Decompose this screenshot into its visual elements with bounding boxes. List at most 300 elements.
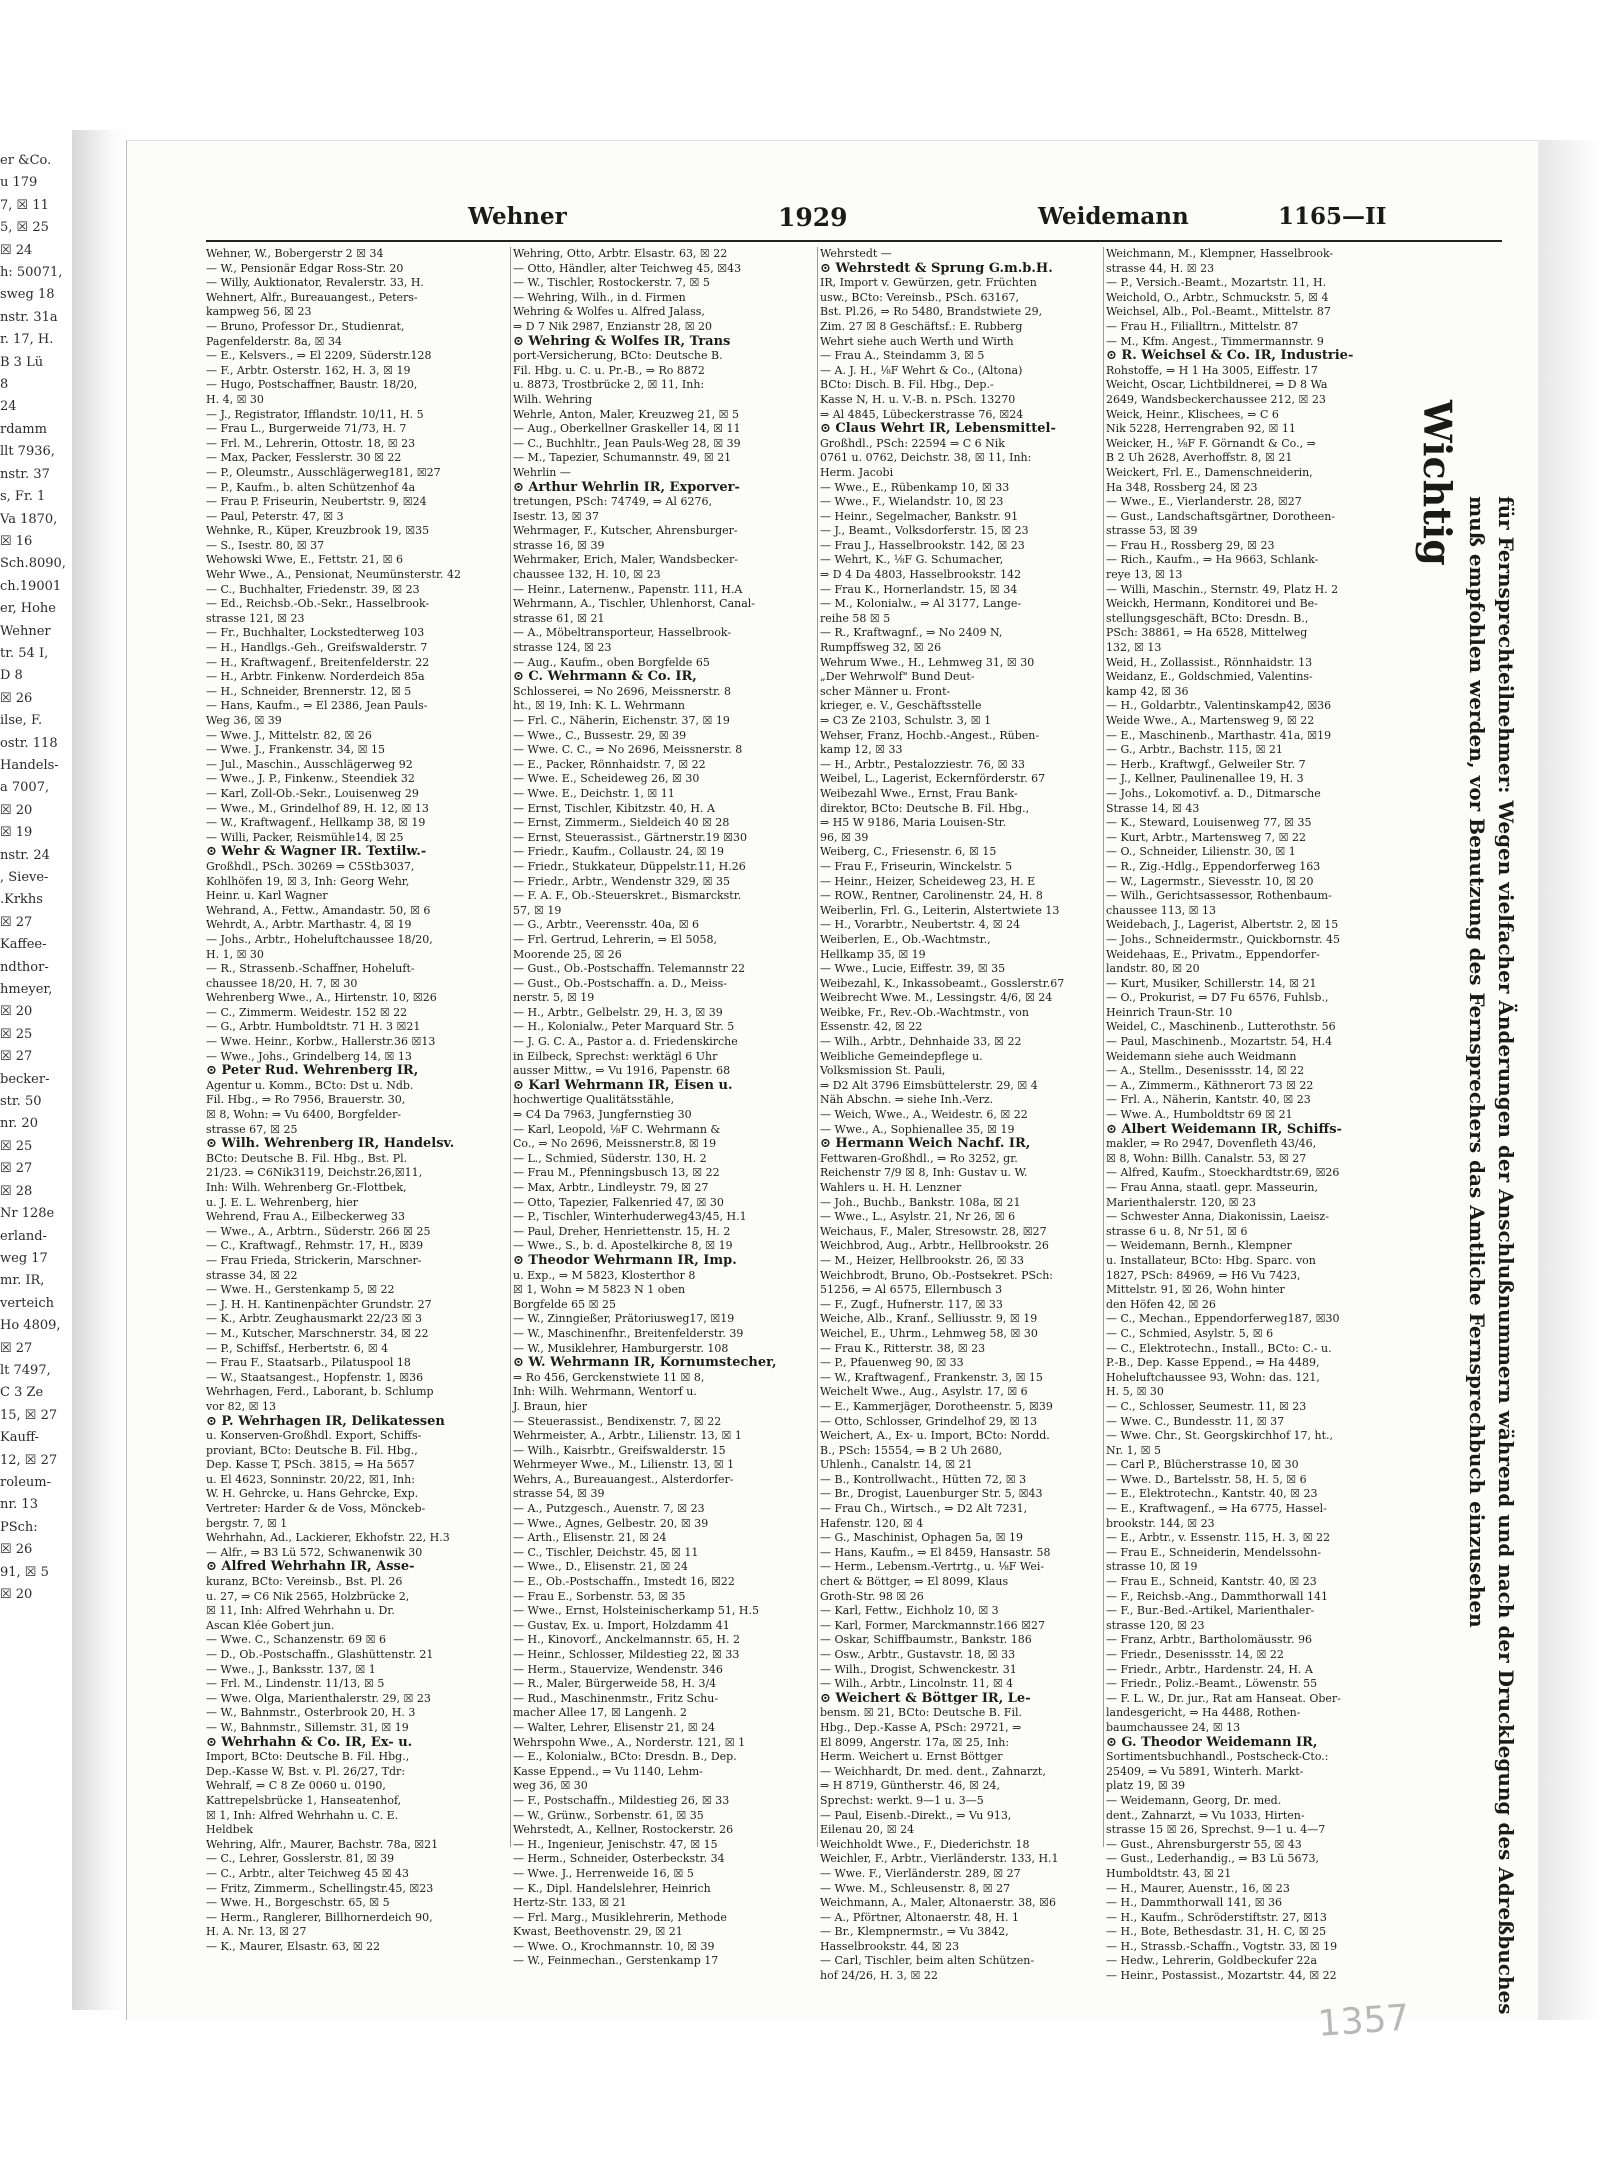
directory-entry: tretungen, PSch: 74749, ⇒ Al 6276, — [513, 495, 712, 509]
directory-entry: — Schwester Anna, Diakonissin, Laeisz- — [1106, 1210, 1329, 1224]
fragment-line: becker- — [0, 1071, 50, 1087]
directory-entry: W. H. Gehrcke, u. Hans Gehrcke, Exp. — [206, 1487, 419, 1501]
directory-entry: P.-B., Dep. Kasse Eppend., ⇒ Ha 4489, — [1106, 1356, 1320, 1370]
directory-entry: — Wwe. Heinr., Korbw., Hallerstr.36 ☒13 — [206, 1035, 436, 1049]
directory-entry: Weiberlin, Frl. G., Leiterin, Alstertwiete 13 — [820, 903, 1060, 917]
directory-entry: ⇒ H 8719, Güntherstr. 46, ☒ 24, — [820, 1779, 1000, 1793]
directory-entry: H. A. Nr. 13, ☒ 27 — [206, 1925, 307, 1939]
directory-entry: — F. A. F., Ob.-Steuerskret., Bismarckstr. — [513, 889, 742, 903]
directory-entry: Weicker, H., ⅛F F. Görnandt & Co., ⇒ — [1106, 436, 1316, 450]
directory-entry: — Gust., Ob.-Postschaffn. a. D., Meiss- — [513, 976, 727, 990]
directory-entry: u. 8873, Trostbrücke 2, ☒ 11, Inh: — [513, 378, 705, 392]
directory-entry: — Wwe. O., Krochmannstr. 10, ☒ 39 — [513, 1939, 715, 1953]
directory-entry: — Johs., Arbtr., Hoheluftchaussee 18/20, — [206, 932, 433, 946]
fragment-line: ☒ 25 — [0, 1138, 33, 1154]
directory-entry: — Osw., Arbtr., Gustavstr. 18, ☒ 33 — [820, 1648, 1016, 1661]
directory-entry: — Heinr., Schlosser, Mildestieg 22, ☒ 33 — [513, 1648, 740, 1661]
fragment-line: Wehner — [0, 623, 51, 639]
directory-entry: Großhdl., PSch. 30269 ⇒ C5Stb3037, — [206, 859, 415, 873]
directory-entry: ⇒ C4 Da 7963, Jungfernstieg 30 — [513, 1108, 692, 1122]
fragment-line: erland- — [0, 1228, 47, 1244]
directory-entry: — G., Arbtr., Veerensstr. 40a, ☒ 6 — [513, 918, 700, 932]
directory-entry: Weg 36, ☒ 39 — [206, 714, 282, 727]
head-left-keyword: Wehner — [468, 203, 567, 230]
directory-entry: — W., Feinmechan., Gerstenkamp 17 — [513, 1954, 719, 1968]
directory-entry: landstr. 80, ☒ 20 — [1106, 962, 1200, 976]
fragment-line: ndthor- — [0, 959, 49, 975]
directory-entry: in Eilbeck, Sprechst: werktägl 6 Uhr — [513, 1049, 718, 1063]
directory-entry: nerstr. 5, ☒ 19 — [513, 991, 595, 1005]
directory-entry: Wehrs, A., Bureauangest., Alsterdorfer- — [513, 1472, 734, 1486]
directory-entry: Mittelstr. 91, ☒ 26, Wohn hinter — [1106, 1283, 1285, 1297]
directory-entry: 1827, PSch: 84969, ⇒ H6 Vu 7423, — [1106, 1268, 1301, 1282]
fragment-line: PSch: — [0, 1519, 38, 1535]
directory-entry: strasse 15 ☒ 26, Sprechst. 9—1 u. 4—7 — [1106, 1823, 1326, 1837]
directory-entry: Weichbrod, Aug., Arbtr., Hellbrookstr. 26 — [820, 1239, 1049, 1253]
directory-entry: — Heinr., Postassist., Mozartstr. 44, ☒ 22 — [1106, 1969, 1337, 1983]
directory-entry: — G., Arbtr. Humboldtstr. 71 H. 3 ☒21 — [206, 1020, 421, 1034]
directory-entry: — G., Arbtr., Bachstr. 115, ☒ 21 — [1106, 743, 1283, 757]
directory-entry: — W., Staatsangest., Hopfenstr. 1, ☒36 — [206, 1370, 424, 1384]
directory-entry: ⇒ Ro 456, Gerckenstwiete 11 ☒ 8, — [513, 1370, 705, 1384]
directory-entry: — Gust., Ob.-Postschaffn. Telemannstr 22 — [513, 962, 746, 976]
directory-entry: Pagenfelderstr. 8a, ☒ 34 — [206, 334, 343, 348]
directory-entry: ⊙ Wehrhahn & Co. IR, Ex- u. — [206, 1734, 413, 1750]
directory-entry: — Wwe. D., Bartelsstr. 58, H. 5, ☒ 6 — [1106, 1472, 1307, 1486]
directory-entry: — Fritz, Zimmerm., Schellingstr.45, ☒23 — [206, 1881, 434, 1895]
directory-entry: — A., Putzgesch., Auenstr. 7, ☒ 23 — [513, 1502, 705, 1516]
directory-entry: — E., Kammerjäger, Dorotheenstr. 5, ☒39 — [820, 1399, 1053, 1413]
fragment-line: ☒ 27 — [0, 1161, 33, 1177]
directory-entry: — Wwe. C. C., ⇒ No 2696, Meissnerstr. 8 — [513, 743, 743, 757]
fragment-line: 24 — [0, 399, 17, 415]
pencil-annotation: 1357 — [1316, 1997, 1411, 2045]
directory-entry: Wehrand, A., Fettw., Amandastr. 50, ☒ 6 — [206, 903, 431, 917]
fragment-line: , Sieve- — [0, 870, 49, 885]
directory-entry: — Wehrt, K., ⅛F G. Schumacher, — [820, 553, 1004, 567]
directory-entry: ht., ☒ 19, Inh: K. L. Wehrmann — [513, 699, 685, 713]
fragment-line: nstr. 31a — [0, 309, 58, 325]
directory-entry: — W., Kraftwagenf., Frankenstr. 3, ☒ 15 — [820, 1370, 1043, 1384]
directory-entry: Agentur u. Komm., BCto: Dst u. Ndb. — [206, 1078, 414, 1092]
fragment-line: ☒ 20 — [0, 1004, 33, 1020]
directory-entry: — H., Kaufm., Schröderstiftstr. 27, ☒13 — [1106, 1910, 1327, 1924]
directory-entry: — Frau K., Hornerlandstr. 15, ☒ 34 — [820, 582, 1018, 596]
directory-entry: — Frau M., Pfenningsbusch 13, ☒ 22 — [513, 1166, 720, 1180]
directory-entry: — W., Bahnmstr., Sillemstr. 31, ☒ 19 — [206, 1720, 409, 1734]
directory-entry: — P., Kaufm., b. alten Schützenhof 4a — [206, 480, 416, 494]
directory-entry: — K., Dipl. Handelslehrer, Heinrich — [513, 1881, 711, 1895]
directory-entry: — Kurt, Musiker, Schillerstr. 14, ☒ 21 — [1106, 976, 1317, 990]
directory-entry: Wehrmeister, A., Arbtr., Lilienstr. 13, ☒ 1 — [513, 1429, 742, 1443]
directory-entry: — Wwe. A., Humboldtstr 69 ☒ 21 — [1106, 1108, 1293, 1122]
directory-entry: H. 1, ☒ 30 — [206, 947, 264, 961]
directory-entry: Weickert, Frl. E., Damenschneiderin, — [1106, 465, 1313, 479]
fragment-line: s, Fr. 1 — [0, 489, 46, 505]
directory-entry: — Otto, Tapezier, Falkenried 47, ☒ 30 — [513, 1195, 724, 1209]
directory-entry: — Frau H., Filialltrn., Mittelstr. 87 — [1106, 319, 1299, 333]
directory-entry: — Carl P., Blücherstrasse 10, ☒ 30 — [1106, 1458, 1299, 1472]
running-head — [200, 203, 1560, 237]
directory-entry: Weidemann siehe auch Weidmann — [1106, 1049, 1297, 1063]
fragment-line: ☒ 20 — [0, 802, 33, 818]
directory-entry: Heldbek — [206, 1823, 253, 1837]
directory-entry: — A., Zimmerm., Käthnerort 73 ☒ 22 — [1106, 1078, 1314, 1092]
directory-entry: strasse 124, ☒ 23 — [513, 641, 612, 655]
directory-entry: Weibrecht Wwe. M., Lessingstr. 4/6, ☒ 24 — [820, 991, 1053, 1005]
directory-entry: — Herm., Ranglerer, Billhornerdeich 90, — [206, 1910, 433, 1924]
directory-entry: strasse 34, ☒ 22 — [206, 1268, 298, 1282]
directory-entry: Wehnke, R., Küper, Kreuzbrook 19, ☒35 — [206, 524, 430, 538]
directory-entry: Ha 348, Rossberg 24, ☒ 23 — [1106, 480, 1258, 494]
directory-entry: — Frau K., Ritterstr. 38, ☒ 23 — [820, 1341, 986, 1355]
directory-entry: Import, BCto: Deutsche B. Fil. Hbg., — [206, 1750, 410, 1764]
directory-entry: — P., Schiffsf., Herbertstr. 6, ☒ 4 — [206, 1341, 389, 1355]
directory-entry: — Wilh., Drogist, Schwenckestr. 31 — [820, 1662, 1017, 1676]
directory-entry: strasse 121, ☒ 23 — [206, 611, 305, 625]
directory-entry: — R., Kraftwagnf., ⇒ No 2409 N, — [820, 626, 1003, 640]
directory-entry: Fettwaren-Großhdl., ⇒ Ro 3252, gr. — [820, 1151, 1018, 1165]
directory-entry: — E., Arbtr., v. Essenstr. 115, H. 3, ☒ 22 — [1106, 1531, 1331, 1545]
directory-entry: — Friedr., Arbtr., Wendenstr 329, ☒ 35 — [513, 874, 731, 888]
directory-entry: Wehrle, Anton, Maler, Kreuzweg 21, ☒ 5 — [513, 407, 739, 421]
directory-entry: — M., Tapezier, Schumannstr. 49, ☒ 21 — [513, 451, 732, 465]
directory-entry: Weiberlen, E., Ob.-Wachtmstr., — [820, 932, 991, 946]
directory-entry: — W., Maschinenfhr., Breitenfelderstr. 39 — [513, 1326, 744, 1340]
directory-entry: Weichmann, A., Maler, Altonaerstr. 38, ☒6 — [820, 1896, 1057, 1910]
directory-entry: weg 36, ☒ 30 — [513, 1779, 588, 1793]
directory-entry: chaussee 132, H. 10, ☒ 23 — [513, 568, 661, 582]
directory-entry: — H., Kolonialw., Peter Marquard Str. 5 — [513, 1020, 735, 1034]
directory-entry: — Wwe. H., Borgeschstr. 65, ☒ 5 — [206, 1896, 390, 1910]
directory-entry: — Wilh., Arbtr., Lincolnstr. 11, ☒ 4 — [820, 1677, 1014, 1691]
directory-entry: Hellkamp 35, ☒ 19 — [820, 947, 926, 961]
directory-entry: — Willi, Packer, Reismühle14, ☒ 25 — [206, 830, 404, 844]
directory-entry: Wehrenberg Wwe., A., Hirtenstr. 10, ☒26 — [206, 991, 437, 1005]
directory-entry: ☒ 1, Wohn ⇒ M 5823 N 1 oben — [513, 1283, 686, 1297]
directory-entry: Weichmann, M., Klempner, Hasselbrook- — [1106, 247, 1334, 260]
directory-entry: — M., Kfm. Angest., Timmermannstr. 9 — [1106, 334, 1324, 348]
directory-entry: — Weidemann, Georg, Dr. med. — [1106, 1793, 1282, 1807]
directory-entry: Bst. Pl.26, ⇒ Ro 5480, Brandstwiete 29, — [820, 305, 1043, 319]
directory-entry: — Oskar, Schiffbaumstr., Bankstr. 186 — [820, 1633, 1032, 1647]
directory-entry: — R., Zig.-Hdlg., Eppendorferweg 163 — [1106, 859, 1321, 873]
directory-entry: — E., Kraftwagenf., ⇒ Ha 6775, Hassel- — [1106, 1502, 1327, 1516]
directory-entry: — Wwe. Olga, Marienthalerstr. 29, ☒ 23 — [206, 1691, 431, 1705]
directory-entry: Reichenstr 7/9 ☒ 8, Inh: Gustav u. W. — [820, 1166, 1028, 1180]
directory-entry: direktor, BCto: Deutsche B. Fil. Hbg., — [820, 801, 1030, 815]
directory-entry: Heinrich Traun-Str. 10 — [1106, 1005, 1233, 1019]
directory-entry: — Frau Anna, staatl. gepr. Masseurin, — [1106, 1181, 1319, 1194]
directory-entry: H. 5, ☒ 30 — [1106, 1385, 1164, 1399]
directory-entry: 0761 u. 0762, Deichstr. 38, ☒ 11, Inh: — [820, 451, 1032, 465]
directory-entry: strasse 6 u. 8, Nr 51, ☒ 6 — [1106, 1224, 1248, 1238]
directory-entry: Wehnert, Alfr., Bureauangest., Peters- — [206, 290, 418, 304]
directory-entry: Weichholdt Wwe., F., Diederichstr. 18 — [820, 1837, 1030, 1851]
directory-entry: — M., Kutscher, Marschnerstr. 34, ☒ 22 — [206, 1326, 429, 1340]
directory-entry: — H., Arbtr. Finkenw. Norderdeich 85a — [206, 670, 425, 684]
directory-entry: — Aug., Oberkellner Graskeller 14, ☒ 11 — [513, 422, 741, 436]
directory-entry: — Hans, Kaufm., ⇒ El 2386, Jean Pauls- — [206, 699, 428, 713]
directory-entry: — J. H. H. Kantinenpächter Grundstr. 27 — [206, 1297, 432, 1311]
fragment-line: ☒ 28 — [0, 1183, 33, 1199]
directory-entry: 2649, Wandsbeckerchaussee 212, ☒ 23 — [1106, 392, 1326, 406]
directory-entry: Schlosserei, ⇒ No 2696, Meissnerstr. 8 — [513, 684, 731, 698]
directory-entry: Weiberg, C., Friesenstr. 6, ☒ 15 — [820, 845, 997, 859]
fragment-line: ☒ 27 — [0, 1340, 33, 1356]
directory-entry: — W., Kraftwagenf., Hellkamp 38, ☒ 19 — [206, 816, 426, 830]
directory-entry: — Paul, Dreher, Henriettenstr. 15, H. 2 — [513, 1224, 731, 1238]
directory-entry: — W., Musiklehrer, Hamburgerstr. 108 — [513, 1341, 729, 1355]
directory-entry: — C., Buchhalter, Friedenstr. 39, ☒ 23 — [206, 582, 420, 596]
directory-entry: Wehrlin — — [513, 465, 571, 479]
directory-entry: — Wwe., F., Wielandstr. 10, ☒ 23 — [820, 495, 1004, 509]
directory-entry: — C., Kraftwagf., Rehmstr. 17, H., ☒39 — [206, 1239, 424, 1253]
directory-entry: Nik 5228, Herrengraben 92, ☒ 11 — [1106, 422, 1296, 436]
directory-entry: kamp 12, ☒ 33 — [820, 743, 903, 757]
directory-entry: makler, ⇒ Ro 2947, Dovenfleth 43/46, — [1106, 1137, 1317, 1151]
directory-entry: — W., Grünw., Sorbenstr. 61, ☒ 35 — [513, 1808, 704, 1822]
directory-entry: — B., Kontrollwacht., Hütten 72, ☒ 3 — [820, 1472, 1027, 1486]
directory-entry: — Wwe. J., Mittelstr. 82, ☒ 26 — [206, 728, 372, 742]
directory-entry: — F., Arbtr. Osterstr. 162, H. 3, ☒ 19 — [206, 363, 411, 377]
directory-entry: — Herm., Stauervize, Wendenstr. 346 — [513, 1662, 723, 1676]
directory-entry: — Herm., Schneider, Osterbeckstr. 34 — [513, 1852, 725, 1866]
directory-entry: ⊙ P. Wehrhagen IR, Delikatessen — [206, 1413, 445, 1429]
directory-entry: ⊙ Claus Wehrt IR, Lebensmittel- — [820, 421, 1056, 437]
fragment-line: ch.19001 — [0, 578, 62, 594]
fragment-line: ☒ 25 — [0, 1026, 33, 1042]
directory-entry: — G., Maschinist, Ophagen 5a, ☒ 19 — [820, 1531, 1024, 1545]
directory-entry: strasse 44, H. ☒ 23 — [1106, 261, 1215, 275]
directory-entry: — H., Ingenieur, Jenischstr. 47, ☒ 15 — [513, 1837, 718, 1851]
directory-entry: chert & Böttger, ⇒ El 8099, Klaus — [820, 1575, 1009, 1589]
directory-entry: — Friedr., Desenissstr. 14, ☒ 22 — [1106, 1648, 1284, 1661]
fragment-line: 5, ☒ 25 — [0, 220, 49, 236]
directory-entry: B., PSch: 15554, ⇒ B 2 Uh 2680, — [820, 1443, 1003, 1457]
directory-column-3 — [820, 247, 1124, 1983]
directory-entry: Hertz-Str. 133, ☒ 21 — [513, 1896, 627, 1910]
directory-entry: — Weich, Wwe., A., Weidestr. 6, ☒ 22 — [820, 1108, 1028, 1122]
fragment-line: 8 — [0, 377, 9, 393]
directory-entry: — Frau Ch., Wirtsch., ⇒ D2 Alt 7231, — [820, 1502, 1028, 1516]
directory-entry: — W., Bahnmstr., Osterbrook 20, H. 3 — [206, 1706, 416, 1720]
directory-entry: Strasse 14, ☒ 43 — [1106, 801, 1200, 815]
directory-entry: — Frau E., Schneid, Kantstr. 40, ☒ 23 — [1106, 1575, 1317, 1589]
directory-entry: macher Allee 17, ☒ Langenh. 2 — [513, 1706, 688, 1720]
directory-entry: Wehser, Franz, Hochb.-Angest., Rüben- — [820, 728, 1040, 742]
directory-entry: — Joh., Buchb., Bankstr. 108a, ☒ 21 — [820, 1195, 1021, 1209]
directory-entry: — C., Mechan., Eppendorferweg187, ☒30 — [1106, 1312, 1340, 1326]
directory-entry: — F. L. W., Dr. jur., Rat am Hanseat. Ober- — [1106, 1691, 1341, 1705]
directory-entry: — H., Arbtr., Gelbelstr. 29, H. 3, ☒ 39 — [513, 1005, 723, 1019]
directory-entry: Hafenstr. 120, ☒ 4 — [820, 1516, 924, 1530]
directory-entry: ⊙ Hermann Weich Nachf. IR, — [820, 1136, 1031, 1152]
directory-entry: 51256, ⇒ Al 6575, Ellernbusch 3 — [820, 1283, 1003, 1297]
directory-entry: Uhlenh., Canalstr. 14, ☒ 21 — [820, 1458, 973, 1472]
directory-entry: Weidehaas, E., Privatm., Eppendorfer- — [1106, 947, 1320, 961]
directory-entry: Hasselbrookstr. 44, ☒ 23 — [820, 1939, 960, 1953]
header-rule — [206, 240, 1502, 242]
directory-entry: Wehring & Wolfes u. Alfred Jalass, — [513, 305, 705, 319]
directory-entry: ⇒ D 7 Nik 2987, Enzianstr 28, ☒ 20 — [513, 319, 713, 333]
directory-column-2 — [513, 247, 817, 1968]
fragment-line: str. 50 — [0, 1094, 42, 1110]
directory-entry: Weichert, A., Ex- u. Import, BCto: Nordd. — [820, 1429, 1050, 1443]
directory-entry: kamp 42, ☒ 36 — [1106, 684, 1189, 698]
directory-entry: Dep.-Kasse W, Bst. v. Pl. 26/27, Tdr: — [206, 1764, 406, 1778]
fragment-line: ☒ 27 — [0, 914, 33, 930]
directory-entry: — Wwe., Ernst, Holsteinischerkamp 51, H.5 — [513, 1604, 760, 1618]
directory-entry: — Heinr., Heizer, Scheideweg 23, H. E — [820, 874, 1036, 888]
directory-entry: — Herb., Kraftwgf., Gelweiler Str. 7 — [1106, 757, 1306, 771]
directory-entry: — K., Steward, Louisenweg 77, ☒ 35 — [1106, 816, 1312, 830]
directory-entry: Weichbrodt, Bruno, Ob.-Postsekret. PSch: — [820, 1268, 1053, 1282]
directory-entry: Rohstoffe, ⇒ H 1 Ha 3005, Eiffestr. 17 — [1106, 363, 1318, 377]
directory-entry: — Frau A., Steindamm 3, ☒ 5 — [820, 349, 985, 363]
directory-entry: — J. G. C. A., Pastor a. d. Friedenskirche — [513, 1035, 738, 1049]
directory-entry: Wehrt siehe auch Werth und Wirth — [820, 334, 1014, 348]
directory-entry: Rumpffsweg 32, ☒ 26 — [820, 641, 942, 655]
directory-entry: — Wwe. C., Bundesstr. 11, ☒ 37 — [1106, 1414, 1285, 1428]
fragment-line: ☒ 24 — [0, 242, 33, 258]
book-gutter — [72, 130, 130, 2010]
directory-entry: — E., Ob.-Postschaffn., Imstedt 16, ☒22 — [513, 1575, 735, 1589]
notice-title: Wichtig — [1415, 400, 1460, 566]
directory-entry: ☒ 8, Wohn: ⇒ Vu 6400, Borgfelder- — [206, 1108, 402, 1122]
directory-entry: — Frau F., Friseurin, Winckelstr. 5 — [820, 859, 1013, 873]
directory-entry: ⊙ Theodor Wehrmann IR, Imp. — [513, 1252, 737, 1268]
directory-entry: Weichelt Wwe., Aug., Asylstr. 17, ☒ 6 — [820, 1385, 1028, 1399]
directory-entry: — Johs., Schneidermstr., Quickbornstr. 45 — [1106, 932, 1341, 946]
directory-entry: Inh: Wilh. Wehrmann, Wentorf u. — [513, 1385, 697, 1399]
fragment-line: er, Hohe — [0, 601, 56, 617]
directory-entry: Sortimentsbuchhandl., Postscheck-Cto.: — [1106, 1750, 1329, 1764]
directory-entry: Weickh, Hermann, Konditorei und Be- — [1106, 597, 1318, 611]
directory-entry: Kasse Eppend., ⇒ Vu 1140, Lehm- — [513, 1764, 703, 1778]
directory-entry: — Carl, Tischler, beim alten Schützen- — [820, 1954, 1035, 1968]
directory-entry: Moorende 25, ☒ 26 — [513, 947, 622, 961]
directory-entry: — Paul, Eisenb.-Direkt., ⇒ Vu 913, — [820, 1808, 1012, 1822]
directory-entry: — Br., Drogist, Lauenburger Str. 5, ☒43 — [820, 1487, 1043, 1501]
directory-entry: — Aug., Kaufm., oben Borgfelde 65 — [513, 655, 710, 669]
directory-entry: Wehrstedt, A., Kellner, Rostockerstr. 26 — [513, 1823, 734, 1837]
directory-entry: — Frau H., Rossberg 29, ☒ 23 — [1106, 538, 1275, 552]
fragment-line: ☒ 26 — [0, 690, 33, 706]
directory-entry: Wehrmaker, Erich, Maler, Wandsbecker- — [513, 553, 738, 567]
directory-entry: — Ernst, Zimmerm., Sieldeich 40 ☒ 28 — [513, 816, 730, 830]
directory-entry: — Frl. A., Näherin, Kantstr. 40, ☒ 23 — [1106, 1093, 1311, 1107]
directory-entry: — Gust., Lederhandig., ⇒ B3 Lü 5673, — [1106, 1852, 1320, 1866]
directory-entry: — H., Goldarbtr., Valentinskamp42, ☒36 — [1106, 699, 1332, 713]
directory-entry: vor 82, ☒ 13 — [206, 1399, 276, 1413]
directory-entry: ⊙ Wilh. Wehrenberg IR, Handelsv. — [206, 1136, 455, 1152]
directory-entry: — A. J. H., ⅛F Wehrt & Co., (Altona) — [820, 363, 1023, 377]
fragment-line: hmeyer, — [0, 982, 53, 998]
column-divider — [510, 247, 511, 1847]
directory-entry: — Otto, Schlosser, Grindelhof 29, ☒ 13 — [820, 1414, 1038, 1428]
directory-entry: baumchaussee 24, ☒ 13 — [1106, 1720, 1241, 1734]
directory-entry: — Karl, Fettw., Eichholz 10, ☒ 3 — [820, 1604, 999, 1618]
fragment-line: Nr 128e — [0, 1206, 55, 1222]
directory-entry: — H., Dammthorwall 141, ☒ 36 — [1106, 1896, 1283, 1910]
fragment-line: Handels- — [0, 757, 59, 773]
directory-entry: — Wwe. Chr., St. Georgskirchhof 17, ht., — [1106, 1429, 1334, 1443]
directory-entry: — H., Schneider, Brennerstr. 12, ☒ 5 — [206, 684, 412, 698]
directory-entry: — C., Elektrotechn., Install., BCto: C.- u. — [1106, 1341, 1332, 1355]
directory-entry: Fil. Hbg., ⇒ Ro 7956, Brauerstr. 30, — [206, 1093, 406, 1107]
directory-entry: reye 13, ☒ 13 — [1106, 568, 1183, 582]
directory-entry: — E., Packer, Rönnhaidstr. 7, ☒ 22 — [513, 757, 706, 771]
fragment-line: Va 1870, — [0, 511, 58, 527]
directory-entry: Weichel, E., Uhrm., Lehmweg 58, ☒ 30 — [820, 1326, 1038, 1340]
directory-entry: u. 27, ⇒ C6 Nik 2565, Holzbrücke 2, — [206, 1589, 410, 1603]
directory-entry: — Wwe., J., Banksstr. 137, ☒ 1 — [206, 1662, 376, 1676]
fragment-line: nstr. 37 — [0, 466, 50, 482]
directory-entry: ⇒ D 4 Da 4803, Hasselbrookstr. 142 — [820, 568, 1022, 582]
directory-entry: — P., Pfauenweg 90, ☒ 33 — [820, 1356, 964, 1370]
fragment-line: ☒ 26 — [0, 1542, 33, 1558]
directory-entry: strasse 53, ☒ 39 — [1106, 524, 1198, 538]
directory-entry: proviant, BCto: Deutsche B. Fil. Hbg., — [206, 1443, 418, 1457]
directory-entry: — Frl. Marg., Musiklehrerin, Methode — [513, 1910, 727, 1924]
directory-entry: — Max, Packer, Fesslerstr. 30 ☒ 22 — [206, 451, 402, 465]
fragment-line: Sch.8090, — [0, 556, 66, 572]
directory-entry: Groth-Str. 98 ☒ 26 — [820, 1589, 924, 1603]
fragment-line: ☒ 27 — [0, 1049, 33, 1065]
directory-entry: Weidanz, E., Goldschmied, Valentins- — [1106, 670, 1313, 684]
fragment-line: roleum- — [0, 1474, 51, 1490]
directory-entry: Wehner, W., Bobergerstr 2 ☒ 34 — [206, 247, 384, 260]
directory-entry: u. Installateur, BCto: Hbg. Sparc. von — [1106, 1253, 1316, 1267]
directory-entry: — K., Maurer, Elsastr. 63, ☒ 22 — [206, 1939, 381, 1953]
directory-entry: — Wwe. F., Vierländerstr. 289, ☒ 27 — [820, 1866, 1021, 1880]
directory-entry: Wehrend, Frau A., Eilbeckerweg 33 — [206, 1210, 406, 1224]
directory-entry: chaussee 18/20, H. 7, ☒ 30 — [206, 976, 358, 990]
directory-entry: Hbg., Dep.-Kasse A, PSch: 29721, ⇒ — [820, 1720, 1022, 1734]
directory-entry: — W., Pensionär Edgar Ross-Str. 20 — [206, 261, 404, 275]
directory-entry: ⊙ W. Wehrmann IR, Kornumstecher, — [513, 1355, 777, 1371]
directory-entry: — Friedr., Kaufm., Collaustr. 24, ☒ 19 — [513, 845, 725, 859]
page-edge-shadow — [1538, 140, 1600, 2020]
directory-entry: u. El 4623, Sonninstr. 20/22, ☒1, Inh: — [206, 1472, 415, 1486]
fragment-line: Ho 4809, — [0, 1318, 61, 1334]
directory-entry: — Weichhardt, Dr. med. dent., Zahnarzt, — [820, 1764, 1046, 1778]
directory-entry: ausser Mittw., ⇒ Vu 1916, Papenstr. 68 — [513, 1064, 731, 1078]
column-divider — [817, 247, 818, 1847]
directory-entry: Weiche, Alb., Kranf., Selliusstr. 9, ☒ 19 — [820, 1312, 1038, 1326]
directory-entry: Kohlhöfen 19, ☒ 3, Inh: Georg Wehr, — [206, 874, 410, 888]
directory-entry: El 8099, Angerstr. 17a, ☒ 25, Inh: — [820, 1735, 1010, 1749]
directory-entry: scher Männer u. Front- — [820, 684, 951, 698]
directory-entry: — K., Arbtr. Zeughausmarkt 22/23 ☒ 3 — [206, 1312, 422, 1326]
directory-entry: — Ernst, Steuerassist., Gärtnerstr.19 ☒30 — [513, 830, 748, 844]
directory-entry: — Frl. Gertrud, Lehrerin, ⇒ El 5058, — [513, 932, 718, 946]
directory-entry: — Friedr., Poliz.-Beamt., Löwenstr. 55 — [1106, 1677, 1318, 1691]
directory-entry: — Heinr., Laternenw., Papenstr. 111, H.A — [513, 582, 743, 596]
directory-entry: — D., Ob.-Postschaffn., Glashüttenstr. 21 — [206, 1648, 434, 1661]
directory-entry: — Johs., Lokomotivf. a. D., Ditmarsche — [1106, 786, 1321, 800]
directory-entry: — O., Prokurist, ⇒ D7 Fu 6576, Fuhlsb., — [1106, 991, 1329, 1005]
directory-entry: ⊙ R. Weichsel & Co. IR, Industrie- — [1106, 348, 1354, 364]
directory-entry: Wehring, Otto, Arbtr. Elsastr. 63, ☒ 22 — [513, 247, 728, 260]
directory-entry: — Friedr., Stukkateur, Düppelstr.11, H.26 — [513, 859, 746, 873]
directory-entry: — Br., Klempnermstr., ⇒ Vu 3842, — [820, 1925, 1009, 1939]
directory-entry: — F., Bur.-Bed.-Artikel, Marienthaler- — [1106, 1604, 1315, 1618]
directory-entry: — Wwe., A., Sophienallee 35, ☒ 19 — [820, 1122, 1015, 1136]
directory-entry: — Frau L., Burgerweide 71/73, H. 7 — [206, 422, 407, 436]
directory-entry: — J., Kellner, Paulinenallee 19, H. 3 — [1106, 772, 1304, 786]
